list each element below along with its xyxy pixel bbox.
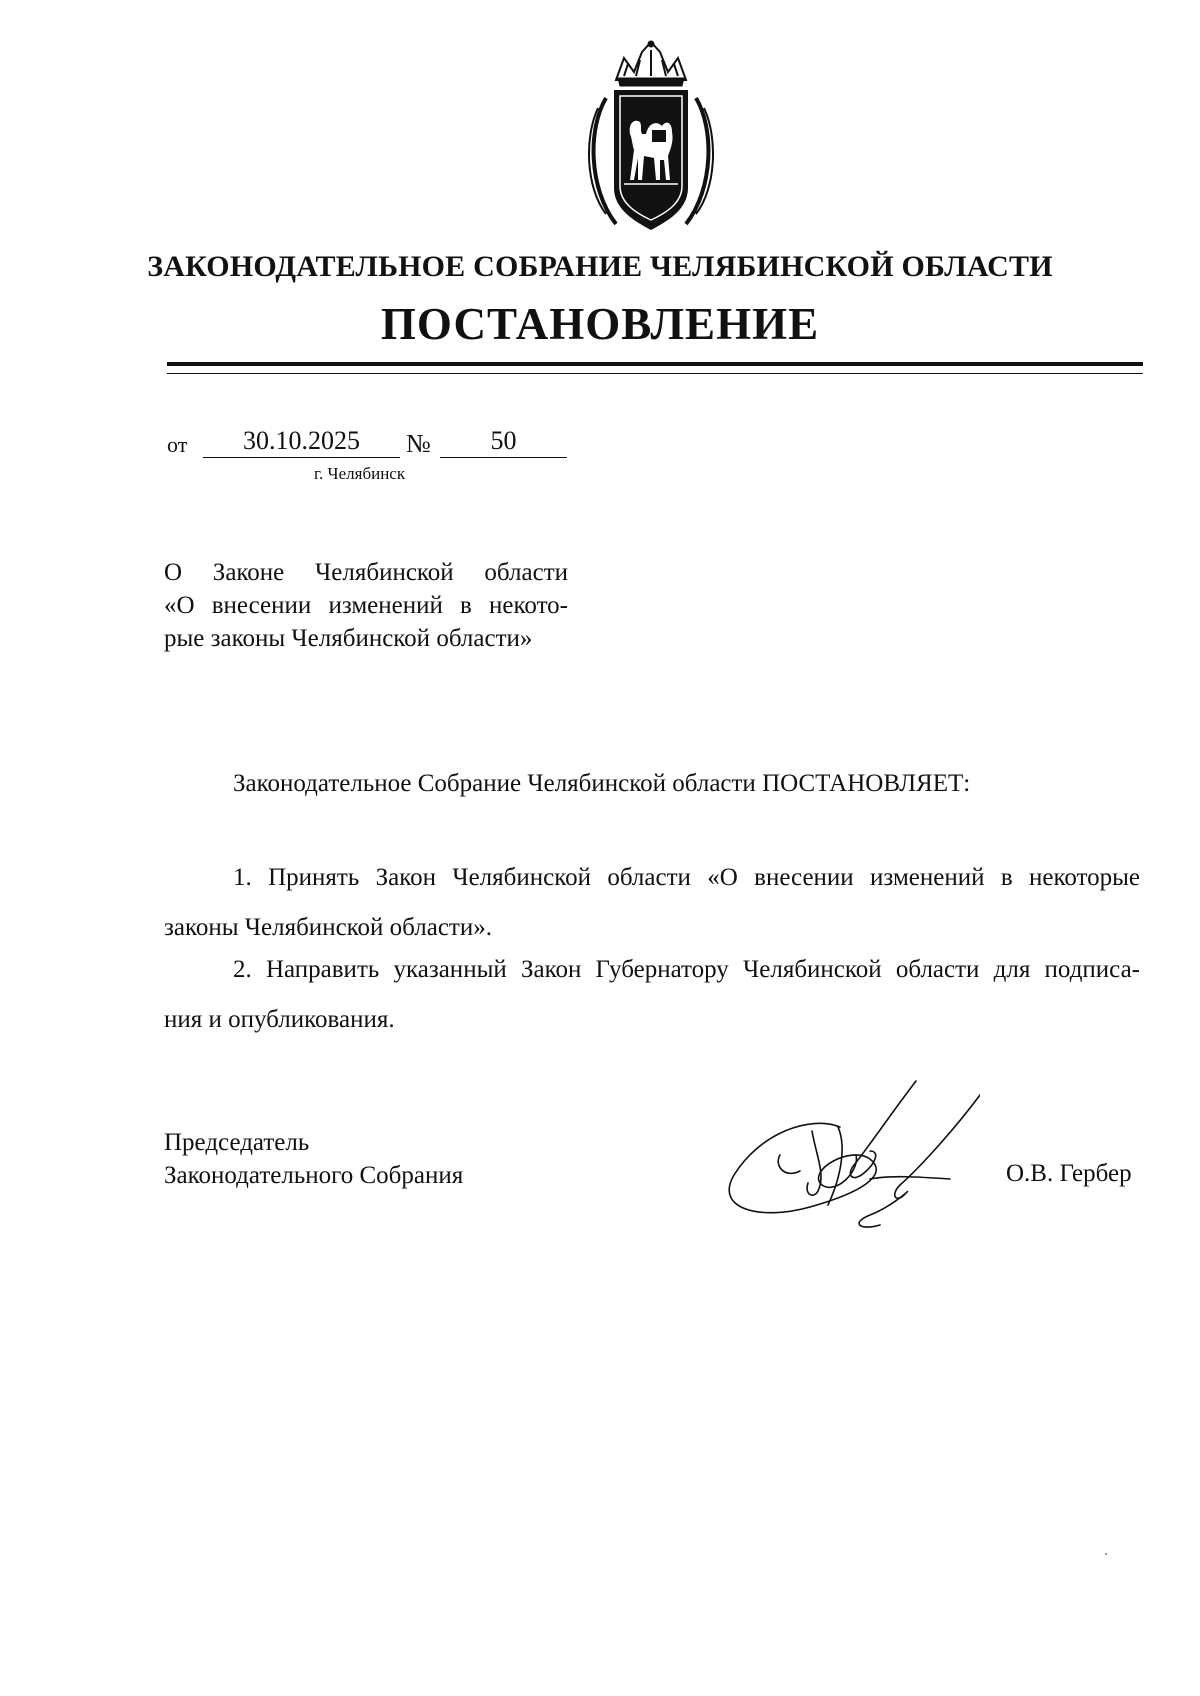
header-rule-thin [167,373,1143,374]
signatory-name: О.В. Гербер [1006,1160,1132,1187]
city-label: г. Челябинск [314,464,406,483]
document-type-title: ПОСТАНОВЛЕНИЕ [380,299,820,349]
paragraph-line: 1. Принять Закон Челябинской области «О внесении изменений в некоторые [233,864,1140,891]
document-subject [164,556,568,655]
subject-line: «О внесении изменений в некото- [164,592,568,619]
subject-line: О Законе Челябинской области [164,559,568,586]
document-number: 50 [440,424,567,458]
scan-speck [1105,1553,1107,1555]
paragraph-line: ния и опубликования. [164,1006,395,1033]
organization-title: ЗАКОНОДАТЕЛЬНОЕ СОБРАНИЕ ЧЕЛЯБИНСКОЙ ОБЛАСТИ [147,250,1053,283]
resolution-item-2 [164,945,1140,1045]
header-rule-thick [167,362,1143,366]
signatory-title-line: Законодательного Собрания [164,1162,464,1189]
signatory-title [164,1126,463,1192]
paragraph-line: законы Челябинской области». [164,914,492,941]
handwritten-signature [720,1075,980,1235]
date-prefix-label: от [167,432,188,457]
resolution-item-1 [164,853,1140,953]
coat-of-arms-emblem [576,38,726,236]
paragraph-line: 2. Направить указанный Закон Губернатору Челябинской области для подписа- [233,956,1140,983]
resolution-preamble: Законодательное Собрание Челябинской области ПОСТАНОВЛЯЕТ: [233,770,971,797]
signatory-title-line: Председатель [164,1129,310,1156]
document-date: 30.10.2025 [203,424,400,458]
number-sign-label: № [406,429,431,458]
subject-line: рые законы Челябинской области» [164,625,533,652]
